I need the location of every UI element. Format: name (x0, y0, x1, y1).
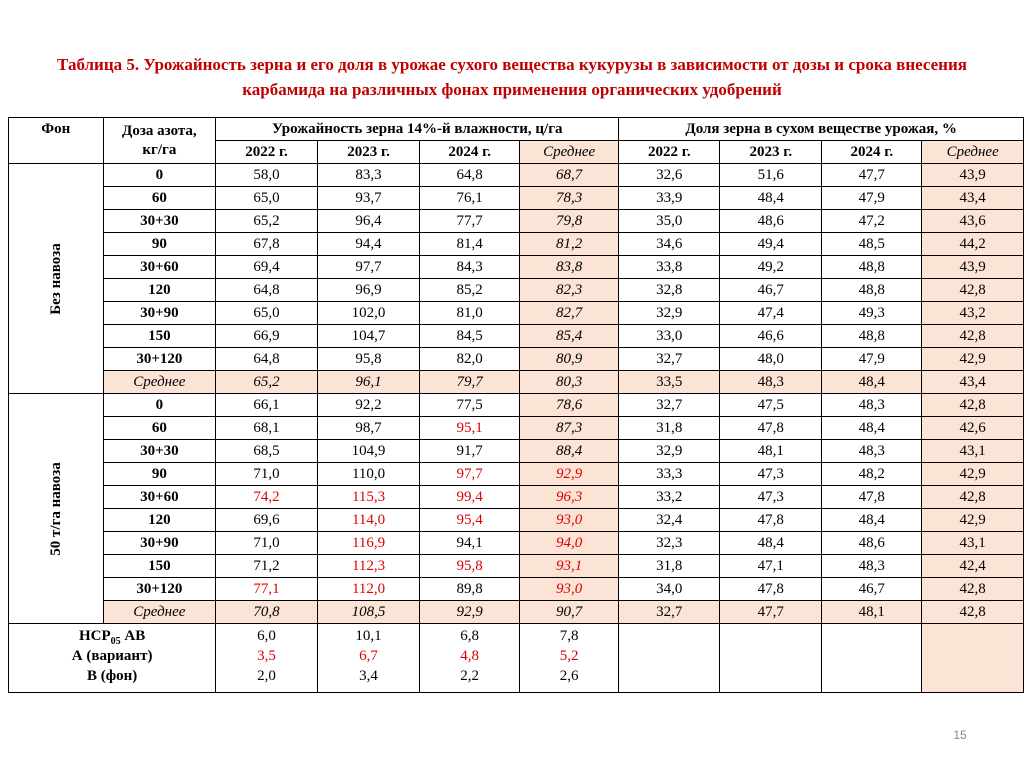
header-yield-year: 2022 г. (216, 141, 318, 164)
average-share-cell: 47,7 (720, 601, 822, 624)
yield-cell: 65,0 (216, 187, 318, 210)
share-cell: 33,3 (619, 463, 720, 486)
yield-cell: 69,4 (216, 256, 318, 279)
ncp-label-cell (9, 624, 216, 693)
average-label: Среднее (103, 371, 216, 394)
share-cell: 48,4 (822, 509, 922, 532)
dose-cell: 60 (103, 417, 216, 440)
share-cell: 43,1 (922, 440, 1024, 463)
table-row (9, 394, 1024, 417)
table-row (9, 463, 1024, 486)
share-cell: 48,3 (822, 555, 922, 578)
average-yield-cell: 108,5 (317, 601, 420, 624)
table-row (9, 509, 1024, 532)
share-cell: 46,7 (720, 279, 822, 302)
share-cell: 48,8 (822, 256, 922, 279)
yield-cell: 93,0 (520, 578, 619, 601)
yield-cell: 95,8 (317, 348, 420, 371)
yield-cell: 82,7 (520, 302, 619, 325)
share-cell: 47,8 (720, 509, 822, 532)
yield-cell: 81,0 (420, 302, 520, 325)
ncp-label-a: А (вариант) (71, 648, 153, 664)
dose-cell: 30+120 (103, 578, 216, 601)
dose-cell: 120 (103, 509, 216, 532)
yield-table (8, 117, 1024, 693)
ncp-a-value: 4,8 (460, 648, 480, 664)
header-yield-year: 2023 г. (317, 141, 420, 164)
dose-cell: 30+90 (103, 532, 216, 555)
yield-cell: 84,3 (420, 256, 520, 279)
yield-cell: 114,0 (317, 509, 420, 532)
header-fon: Фон (9, 118, 104, 164)
average-label: Среднее (103, 601, 216, 624)
dose-cell: 30+30 (103, 440, 216, 463)
yield-cell: 115,3 (317, 486, 420, 509)
ncp-ab-value: 10,1 (355, 628, 382, 644)
ncp-b-value: 2,6 (559, 668, 579, 684)
yield-cell: 98,7 (317, 417, 420, 440)
header-yield-avg: Среднее (520, 141, 619, 164)
ncp-ab-value: 6,8 (460, 628, 480, 644)
yield-cell: 112,3 (317, 555, 420, 578)
ncp-prefix: НСР (78, 628, 111, 644)
ncp-label-b: В (фон) (86, 668, 138, 684)
header-share-year: 2024 г. (822, 141, 922, 164)
share-cell: 32,7 (619, 394, 720, 417)
share-cell: 47,8 (720, 417, 822, 440)
table-row (9, 325, 1024, 348)
share-cell: 32,9 (619, 302, 720, 325)
yield-cell: 66,1 (216, 394, 318, 417)
share-cell: 46,7 (822, 578, 922, 601)
share-cell: 47,1 (720, 555, 822, 578)
yield-cell: 112,0 (317, 578, 420, 601)
share-cell: 44,2 (922, 233, 1024, 256)
average-share-cell: 32,7 (619, 601, 720, 624)
share-cell: 33,8 (619, 256, 720, 279)
table-row (9, 532, 1024, 555)
table-row (9, 210, 1024, 233)
header-yield-year: 2024 г. (420, 141, 520, 164)
share-cell: 42,9 (922, 348, 1024, 371)
dose-cell: 30+30 (103, 210, 216, 233)
average-yield-cell: 96,1 (317, 371, 420, 394)
share-cell: 48,8 (822, 325, 922, 348)
ncp-a-value: 6,7 (359, 648, 378, 664)
share-cell: 46,6 (720, 325, 822, 348)
yield-cell: 92,2 (317, 394, 420, 417)
table-row (9, 302, 1024, 325)
yield-cell: 85,2 (420, 279, 520, 302)
dose-cell: 30+90 (103, 302, 216, 325)
share-cell: 33,9 (619, 187, 720, 210)
yield-cell: 94,1 (420, 532, 520, 555)
page-number: 15 (953, 728, 967, 742)
ncp-sub: 05 (110, 636, 121, 647)
fon-cell (9, 394, 104, 624)
yield-cell: 93,7 (317, 187, 420, 210)
yield-cell: 65,2 (216, 210, 318, 233)
share-cell: 48,5 (822, 233, 922, 256)
average-yield-cell: 79,7 (420, 371, 520, 394)
yield-cell: 71,2 (216, 555, 318, 578)
table-row (9, 256, 1024, 279)
share-cell: 42,8 (922, 279, 1024, 302)
average-yield-cell: 90,7 (520, 601, 619, 624)
share-cell: 48,8 (822, 279, 922, 302)
ncp-b-value: 2,0 (257, 668, 276, 684)
ncp-value-cell (420, 624, 520, 693)
share-cell: 48,4 (822, 417, 922, 440)
fon-cell (9, 164, 104, 394)
yield-cell: 77,5 (420, 394, 520, 417)
ncp-b-value: 2,2 (460, 668, 480, 684)
share-cell: 47,8 (720, 578, 822, 601)
dose-cell: 150 (103, 555, 216, 578)
share-cell: 51,6 (720, 164, 822, 187)
dose-cell: 30+60 (103, 256, 216, 279)
header-share-avg: Среднее (922, 141, 1024, 164)
yield-cell: 87,3 (520, 417, 619, 440)
share-cell: 48,2 (822, 463, 922, 486)
yield-cell: 94,4 (317, 233, 420, 256)
yield-cell: 89,8 (420, 578, 520, 601)
share-cell: 49,3 (822, 302, 922, 325)
yield-cell: 66,9 (216, 325, 318, 348)
share-cell: 32,9 (619, 440, 720, 463)
share-cell: 48,0 (720, 348, 822, 371)
dose-cell: 60 (103, 187, 216, 210)
yield-cell: 76,1 (420, 187, 520, 210)
share-cell: 32,7 (619, 348, 720, 371)
yield-cell: 74,2 (216, 486, 318, 509)
yield-cell: 68,1 (216, 417, 318, 440)
yield-cell: 94,0 (520, 532, 619, 555)
share-cell: 31,8 (619, 417, 720, 440)
table-row (9, 164, 1024, 187)
yield-cell: 82,0 (420, 348, 520, 371)
yield-cell: 95,1 (420, 417, 520, 440)
average-yield-cell: 65,2 (216, 371, 318, 394)
dose-cell: 0 (103, 164, 216, 187)
header-dose (103, 118, 216, 164)
yield-cell: 95,4 (420, 509, 520, 532)
header-dose-line1: Доза азота, (122, 122, 197, 139)
share-cell: 42,8 (922, 486, 1024, 509)
share-cell: 34,6 (619, 233, 720, 256)
share-cell: 49,4 (720, 233, 822, 256)
share-cell: 48,3 (822, 440, 922, 463)
yield-cell: 93,0 (520, 509, 619, 532)
ncp-a-value: 3,5 (257, 648, 276, 664)
header-share-group: Доля зерна в сухом веществе урожая, % (619, 118, 1024, 141)
yield-cell: 97,7 (317, 256, 420, 279)
average-yield-cell: 92,9 (420, 601, 520, 624)
share-cell: 32,4 (619, 509, 720, 532)
yield-cell: 77,7 (420, 210, 520, 233)
yield-cell: 83,3 (317, 164, 420, 187)
share-cell: 42,8 (922, 325, 1024, 348)
average-row (9, 601, 1024, 624)
dose-cell: 0 (103, 394, 216, 417)
share-cell: 47,3 (720, 486, 822, 509)
share-cell: 47,9 (822, 187, 922, 210)
share-cell: 47,7 (822, 164, 922, 187)
yield-cell: 116,9 (317, 532, 420, 555)
ncp-row (9, 624, 1024, 693)
dose-cell: 30+120 (103, 348, 216, 371)
yield-cell: 95,8 (420, 555, 520, 578)
table-row (9, 555, 1024, 578)
share-cell: 34,0 (619, 578, 720, 601)
average-share-cell: 48,4 (822, 371, 922, 394)
dose-cell: 90 (103, 233, 216, 256)
share-cell: 47,4 (720, 302, 822, 325)
yield-cell: 85,4 (520, 325, 619, 348)
yield-cell: 68,5 (216, 440, 318, 463)
table-row (9, 486, 1024, 509)
share-cell: 48,3 (822, 394, 922, 417)
fon-label: 50 т/га навоза (47, 461, 64, 556)
yield-cell: 67,8 (216, 233, 318, 256)
ncp-empty-cell (822, 624, 922, 693)
average-yield-cell: 80,3 (520, 371, 619, 394)
share-cell: 32,8 (619, 279, 720, 302)
average-yield-cell: 70,8 (216, 601, 318, 624)
table-row (9, 440, 1024, 463)
yield-cell: 65,0 (216, 302, 318, 325)
dose-cell: 90 (103, 463, 216, 486)
average-share-cell: 48,3 (720, 371, 822, 394)
share-cell: 32,6 (619, 164, 720, 187)
dose-cell: 30+60 (103, 486, 216, 509)
yield-cell: 64,8 (216, 348, 318, 371)
fon-label: Без навоза (47, 242, 64, 315)
yield-cell: 97,7 (420, 463, 520, 486)
ncp-a-value: 5,2 (559, 648, 579, 664)
yield-cell: 102,0 (317, 302, 420, 325)
share-cell: 42,8 (922, 394, 1024, 417)
share-cell: 32,3 (619, 532, 720, 555)
ncp-label-ab (9, 626, 215, 646)
share-cell: 35,0 (619, 210, 720, 233)
yield-cell: 99,4 (420, 486, 520, 509)
yield-cell: 69,6 (216, 509, 318, 532)
share-cell: 42,9 (922, 509, 1024, 532)
yield-cell: 104,7 (317, 325, 420, 348)
ncp-ab-value: 7,8 (559, 628, 579, 644)
share-cell: 43,9 (922, 164, 1024, 187)
share-cell: 42,4 (922, 555, 1024, 578)
yield-cell: 58,0 (216, 164, 318, 187)
header-yield-group: Урожайность зерна 14%-й влажности, ц/га (216, 118, 619, 141)
yield-cell: 96,3 (520, 486, 619, 509)
share-cell: 43,2 (922, 302, 1024, 325)
table-title: Таблица 5. Урожайность зерна и его доля в урожае сухого вещества кукурузы в зависимости от дозы и срока внесения карбамида на различных фонах применения органических удобрений (57, 55, 967, 99)
average-share-cell: 43,4 (922, 371, 1024, 394)
share-cell: 48,6 (822, 532, 922, 555)
yield-cell: 71,0 (216, 532, 318, 555)
yield-cell: 78,6 (520, 394, 619, 417)
yield-cell: 78,3 (520, 187, 619, 210)
yield-cell: 77,1 (216, 578, 318, 601)
ncp-value-cell (317, 624, 420, 693)
table-row (9, 348, 1024, 371)
header-dose-line2: кг/га (142, 141, 177, 158)
header-share-year: 2022 г. (619, 141, 720, 164)
yield-cell: 83,8 (520, 256, 619, 279)
ncp-empty-cell (922, 624, 1024, 693)
table-row (9, 578, 1024, 601)
share-cell: 43,1 (922, 532, 1024, 555)
yield-cell: 81,4 (420, 233, 520, 256)
share-cell: 47,3 (720, 463, 822, 486)
share-cell: 47,5 (720, 394, 822, 417)
yield-cell: 82,3 (520, 279, 619, 302)
yield-cell: 104,9 (317, 440, 420, 463)
yield-cell: 93,1 (520, 555, 619, 578)
yield-cell: 79,8 (520, 210, 619, 233)
share-cell: 43,6 (922, 210, 1024, 233)
header-share-year: 2023 г. (720, 141, 822, 164)
share-cell: 47,8 (822, 486, 922, 509)
ncp-value-cell (520, 624, 619, 693)
yield-cell: 64,8 (216, 279, 318, 302)
yield-cell: 64,8 (420, 164, 520, 187)
ncp-suffix: АВ (120, 628, 146, 644)
ncp-ab-value: 6,0 (257, 628, 276, 644)
dose-cell: 150 (103, 325, 216, 348)
share-cell: 47,9 (822, 348, 922, 371)
share-cell: 48,1 (720, 440, 822, 463)
share-cell: 47,2 (822, 210, 922, 233)
share-cell: 49,2 (720, 256, 822, 279)
ncp-empty-cell (720, 624, 822, 693)
yield-cell: 110,0 (317, 463, 420, 486)
yield-cell: 96,9 (317, 279, 420, 302)
yield-cell: 71,0 (216, 463, 318, 486)
ncp-empty-cell (619, 624, 720, 693)
share-cell: 42,9 (922, 463, 1024, 486)
yield-cell: 84,5 (420, 325, 520, 348)
table-row (9, 279, 1024, 302)
yield-cell: 81,2 (520, 233, 619, 256)
table-row (9, 187, 1024, 210)
share-cell: 33,0 (619, 325, 720, 348)
average-share-cell: 48,1 (822, 601, 922, 624)
average-share-cell: 42,8 (922, 601, 1024, 624)
share-cell: 48,4 (720, 187, 822, 210)
yield-cell: 92,9 (520, 463, 619, 486)
yield-cell: 91,7 (420, 440, 520, 463)
average-row (9, 371, 1024, 394)
ncp-b-value: 3,4 (359, 668, 378, 684)
yield-cell: 88,4 (520, 440, 619, 463)
share-cell: 48,6 (720, 210, 822, 233)
ncp-value-cell (216, 624, 318, 693)
share-cell: 43,9 (922, 256, 1024, 279)
table-row (9, 233, 1024, 256)
table-row (9, 417, 1024, 440)
yield-cell: 68,7 (520, 164, 619, 187)
average-share-cell: 33,5 (619, 371, 720, 394)
share-cell: 43,4 (922, 187, 1024, 210)
yield-cell: 96,4 (317, 210, 420, 233)
dose-cell: 120 (103, 279, 216, 302)
share-cell: 48,4 (720, 532, 822, 555)
share-cell: 42,6 (922, 417, 1024, 440)
yield-cell: 80,9 (520, 348, 619, 371)
share-cell: 42,8 (922, 578, 1024, 601)
header-row-1 (9, 118, 1024, 141)
share-cell: 33,2 (619, 486, 720, 509)
share-cell: 31,8 (619, 555, 720, 578)
